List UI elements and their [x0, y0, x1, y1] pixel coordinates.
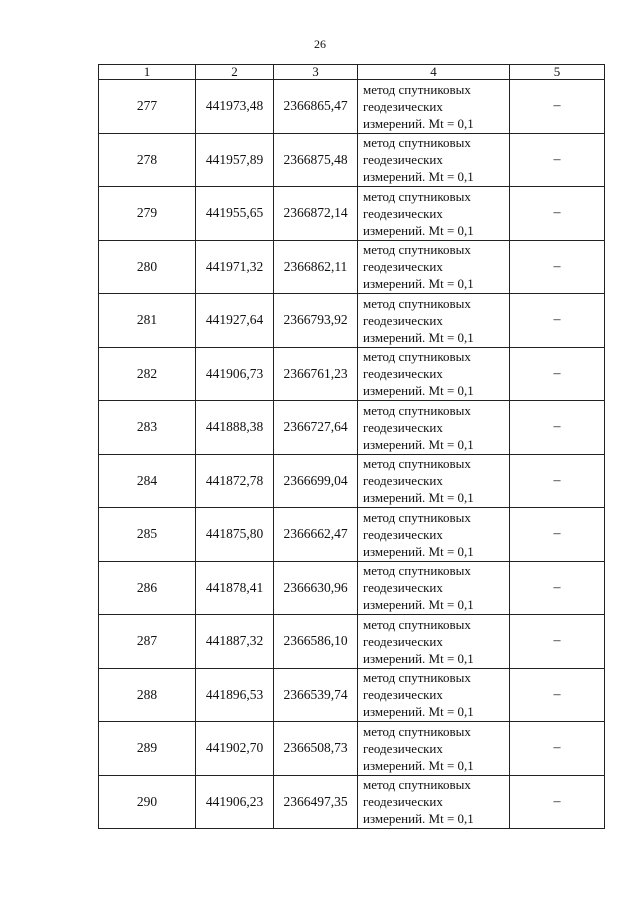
point-number-cell: 284 [99, 454, 196, 508]
method-line: измерений. Mt = 0,1 [363, 383, 474, 399]
method-line: геодезических [363, 259, 443, 275]
method-line: метод спутниковых [363, 670, 471, 686]
table-row [99, 615, 605, 669]
x-coordinate-cell: 441973,48 [196, 80, 274, 134]
method-line: измерений. Mt = 0,1 [363, 276, 474, 292]
table-row [99, 187, 605, 241]
method-cell [358, 561, 510, 615]
method-line: измерений. Mt = 0,1 [363, 115, 474, 131]
column-5-cell: – [510, 401, 605, 455]
column-5-cell: – [510, 722, 605, 776]
method-line: геодезических [363, 419, 443, 435]
method-line: измерений. Mt = 0,1 [363, 329, 474, 345]
method-line: геодезических [363, 205, 443, 221]
method-line: геодезических [363, 526, 443, 542]
method-line: метод спутниковых [363, 295, 471, 311]
column-header-1: 1 [99, 65, 196, 80]
method-line: метод спутниковых [363, 456, 471, 472]
point-number-cell: 290 [99, 775, 196, 829]
y-coordinate-cell: 2366699,04 [274, 454, 358, 508]
column-5-cell: – [510, 294, 605, 348]
point-number-cell: 277 [99, 80, 196, 134]
y-coordinate-cell: 2366872,14 [274, 187, 358, 241]
table-row [99, 240, 605, 294]
method-cell [358, 454, 510, 508]
method-cell [358, 80, 510, 134]
point-number-cell: 287 [99, 615, 196, 669]
point-number-cell: 285 [99, 508, 196, 562]
method-line: метод спутниковых [363, 777, 471, 793]
y-coordinate-cell: 2366862,11 [274, 240, 358, 294]
method-line: измерений. Mt = 0,1 [363, 597, 474, 613]
x-coordinate-cell: 441957,89 [196, 133, 274, 187]
page-number: 26 [314, 37, 326, 51]
method-line: метод спутниковых [363, 81, 471, 97]
method-cell [358, 187, 510, 241]
y-coordinate-cell: 2366662,47 [274, 508, 358, 562]
method-cell [358, 240, 510, 294]
y-coordinate-cell: 2366727,64 [274, 401, 358, 455]
y-coordinate-cell: 2366586,10 [274, 615, 358, 669]
method-cell [358, 294, 510, 348]
method-line: измерений. Mt = 0,1 [363, 436, 474, 452]
x-coordinate-cell: 441875,80 [196, 508, 274, 562]
table-row [99, 294, 605, 348]
column-5-cell: – [510, 240, 605, 294]
y-coordinate-cell: 2366761,23 [274, 347, 358, 401]
table-header-row [99, 65, 605, 80]
table-row [99, 508, 605, 562]
y-coordinate-cell: 2366793,92 [274, 294, 358, 348]
x-coordinate-cell: 441902,70 [196, 722, 274, 776]
column-5-cell: – [510, 454, 605, 508]
y-coordinate-cell: 2366630,96 [274, 561, 358, 615]
y-coordinate-cell: 2366865,47 [274, 80, 358, 134]
method-cell [358, 615, 510, 669]
x-coordinate-cell: 441906,73 [196, 347, 274, 401]
method-line: измерений. Mt = 0,1 [363, 650, 474, 666]
method-cell [358, 508, 510, 562]
table-row [99, 561, 605, 615]
method-line: геодезических [363, 312, 443, 328]
method-line: геодезических [363, 366, 443, 382]
method-line: измерений. Mt = 0,1 [363, 704, 474, 720]
table-row [99, 722, 605, 776]
column-5-cell: – [510, 775, 605, 829]
method-line: метод спутниковых [363, 349, 471, 365]
method-line: метод спутниковых [363, 188, 471, 204]
method-line: геодезических [363, 580, 443, 596]
method-line: геодезических [363, 473, 443, 489]
x-coordinate-cell: 441872,78 [196, 454, 274, 508]
method-line: метод спутниковых [363, 616, 471, 632]
method-line: измерений. Mt = 0,1 [363, 811, 474, 827]
table-row [99, 80, 605, 134]
method-cell [358, 668, 510, 722]
method-line: геодезических [363, 740, 443, 756]
method-line: геодезических [363, 794, 443, 810]
column-5-cell: – [510, 561, 605, 615]
method-line: метод спутниковых [363, 723, 471, 739]
point-number-cell: 286 [99, 561, 196, 615]
method-line: метод спутниковых [363, 242, 471, 258]
column-5-cell: – [510, 187, 605, 241]
point-number-cell: 288 [99, 668, 196, 722]
method-line: геодезических [363, 152, 443, 168]
column-5-cell: – [510, 80, 605, 134]
method-line: метод спутниковых [363, 402, 471, 418]
point-number-cell: 278 [99, 133, 196, 187]
x-coordinate-cell: 441896,53 [196, 668, 274, 722]
method-line: измерений. Mt = 0,1 [363, 490, 474, 506]
coordinates-table [98, 64, 605, 829]
column-header-4: 4 [358, 65, 510, 80]
x-coordinate-cell: 441888,38 [196, 401, 274, 455]
y-coordinate-cell: 2366875,48 [274, 133, 358, 187]
x-coordinate-cell: 441878,41 [196, 561, 274, 615]
method-line: измерений. Mt = 0,1 [363, 543, 474, 559]
y-coordinate-cell: 2366497,35 [274, 775, 358, 829]
table-row [99, 668, 605, 722]
point-number-cell: 280 [99, 240, 196, 294]
x-coordinate-cell: 441971,32 [196, 240, 274, 294]
column-5-cell: – [510, 347, 605, 401]
x-coordinate-cell: 441906,23 [196, 775, 274, 829]
method-line: метод спутниковых [363, 135, 471, 151]
column-5-cell: – [510, 615, 605, 669]
point-number-cell: 282 [99, 347, 196, 401]
column-header-3: 3 [274, 65, 358, 80]
method-line: измерений. Mt = 0,1 [363, 222, 474, 238]
method-line: геодезических [363, 98, 443, 114]
x-coordinate-cell: 441955,65 [196, 187, 274, 241]
column-header-5: 5 [510, 65, 605, 80]
method-cell [358, 347, 510, 401]
point-number-cell: 283 [99, 401, 196, 455]
y-coordinate-cell: 2366508,73 [274, 722, 358, 776]
method-line: геодезических [363, 687, 443, 703]
table-row [99, 347, 605, 401]
point-number-cell: 289 [99, 722, 196, 776]
method-line: метод спутниковых [363, 563, 471, 579]
x-coordinate-cell: 441927,64 [196, 294, 274, 348]
table-row [99, 454, 605, 508]
x-coordinate-cell: 441887,32 [196, 615, 274, 669]
table-row [99, 401, 605, 455]
point-number-cell: 281 [99, 294, 196, 348]
method-cell [358, 722, 510, 776]
column-5-cell: – [510, 668, 605, 722]
column-5-cell: – [510, 508, 605, 562]
method-line: геодезических [363, 633, 443, 649]
method-cell [358, 401, 510, 455]
method-line: измерений. Mt = 0,1 [363, 757, 474, 773]
table-row [99, 775, 605, 829]
method-line: метод спутниковых [363, 509, 471, 525]
column-header-2: 2 [196, 65, 274, 80]
table-row [99, 133, 605, 187]
method-cell [358, 133, 510, 187]
y-coordinate-cell: 2366539,74 [274, 668, 358, 722]
point-number-cell: 279 [99, 187, 196, 241]
method-line: измерений. Mt = 0,1 [363, 169, 474, 185]
method-cell [358, 775, 510, 829]
column-5-cell: – [510, 133, 605, 187]
